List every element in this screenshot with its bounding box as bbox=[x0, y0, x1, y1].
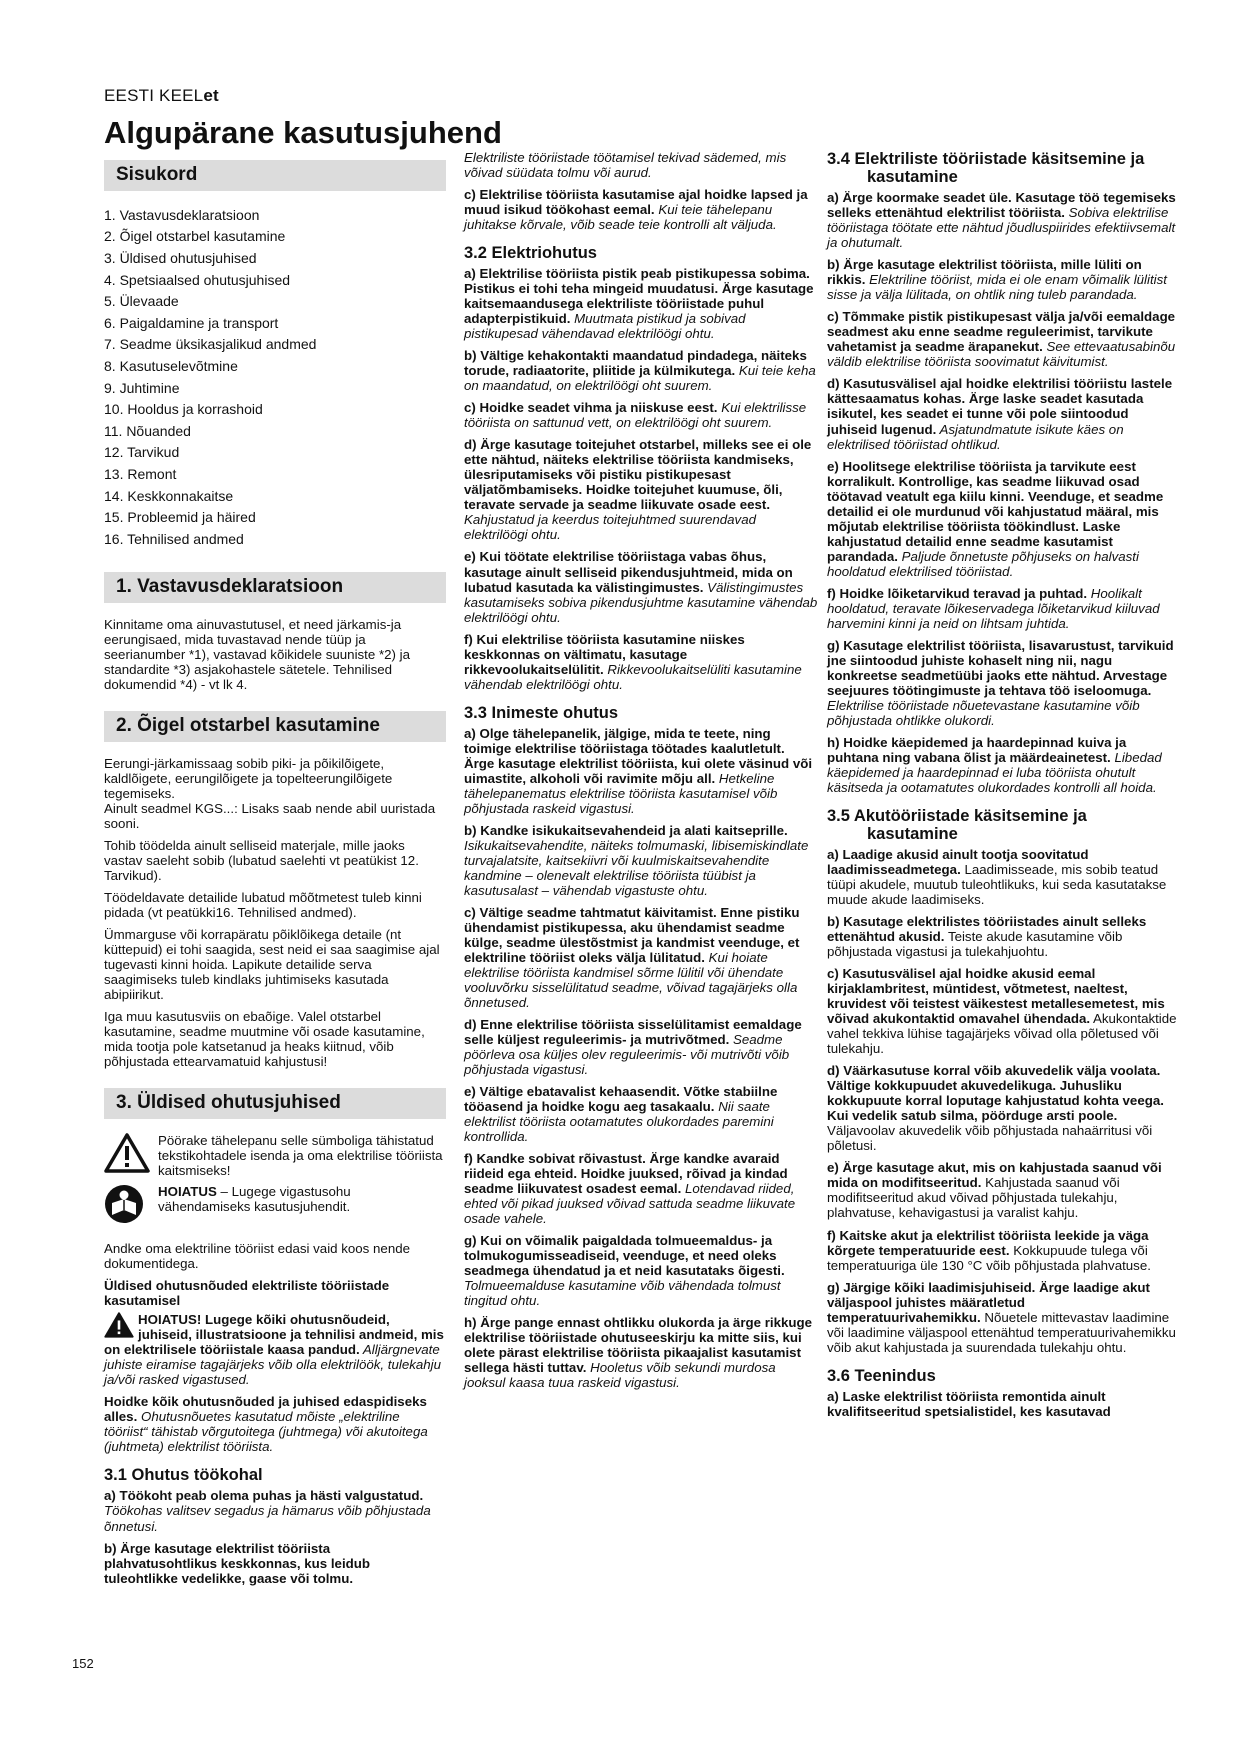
rule-bold: b) Kandke isikukaitsevahendeid ja alati kaitseprille. bbox=[464, 822, 788, 838]
warning-triangle-icon bbox=[104, 1133, 152, 1176]
rule-italic: Muutmata pistikud ja sobivad pistikupesad vähendavad elektrilöögi ohtu. bbox=[464, 311, 746, 342]
paragraph: Eerungi-järkamissaag sobib piki- ja põikilõigete, kaldlõigete, eerungilõigete ja topelteerungilõigete tegemiseks. bbox=[104, 755, 393, 801]
section-heading-1: 1. Vastavusdeklaratsioon bbox=[104, 572, 446, 603]
rule-bold: f) Kandke sobivat rõivastust. Ärge kandke avaraid riideid ega ehteid. Hoidke juuksed, rõivad ja kindad seadme liikuvatest osadest eemal. bbox=[464, 1151, 788, 1197]
toc-item: 7. Seadme üksikasjalikud andmed bbox=[104, 336, 317, 353]
general-warning-italic: Alljärgnevate juhiste eiramise tagajärjeks võib olla elektrilöök, tulekahju ja/või rasked vigastused. bbox=[104, 1342, 442, 1388]
rule-text: Laadimisseade, mis sobib teatud tüüpi akudele, muutub tuleohtlikuks, kui seda kasutatakse muude akude laadimiseks. bbox=[827, 862, 1167, 908]
rule-italic: Paljude õnnetuste põhjuseks on halvasti hooldatud elektrilised tööriistad. bbox=[827, 548, 1139, 579]
rule-bold: e) Hoolitsege elektrilise tööriista ja tarvikute eest korralikult. Kontrollige, kas seadme liikuvad osad töötavad veatult ega kiilu kinni. Veenduge, et seadme detailid ei ole murdunud või kahjustatud määral, mis mõjutab elektrilise tööriista töökindlust. Laske kahjustatud detailid enne seadme kasutamist parandada. bbox=[827, 458, 1164, 564]
rule-italic: Libedad käepidemed ja haardepinnad ei luba tööriista ohutult käsitseda ja ootamatutes olukordades kontrolli all hoida. bbox=[827, 749, 1162, 795]
column-1 bbox=[104, 160, 446, 1586]
hoiatus-label: HOIATUS bbox=[158, 1184, 217, 1200]
rule-text: Väljavoolav akuvedelik võib põhjustada nahaärritusi või põletusi. bbox=[827, 1123, 1153, 1154]
toc-item: 3. Üldised ohutusjuhised bbox=[104, 249, 257, 266]
rule-bold: h) Ärge pange ennast ohtlikku olukorda ja ärge rikkuge elektrilise tööriistade ohutuseeskirju ka mitte siis, kui olete pärast elektrilise tööriista pikaajalist kasutamist sellega hästi tuttav. bbox=[464, 1315, 813, 1376]
rule-bold: h) Hoidke käepidemed ja haardepinnad kuiva ja puhtana ning vabana õlist ja määrdeainetest. bbox=[827, 734, 1127, 765]
rule-bold: g) Kasutage elektrilist tööriista, lisavarustust, tarvikuid jne siintoodud juhiste kohaselt ning nii, nagu konkreetse seadmetüübi jaoks ette nähtud. Arvestage seejuures töötingimuste ja tehtava töö iseloomuga. bbox=[827, 637, 1174, 698]
subsection-heading-3-4: 3.4 Elektriliste tööriistade käsitsemine ja kasutamine bbox=[827, 150, 1145, 187]
rule-bold: f) Kaitske akut ja elektrilist tööriista leekide ja väga kõrgete temperatuuride eest. bbox=[827, 1227, 1149, 1258]
rule-italic: Isikukaitsevahendite, näiteks tolmumaski, libisemiskindlate turvajalatsite, kaitsekiivri või kuulmiskaitsevahendite kandmine – olenevalt elektrilise tööriista tüübist ja kasutusalast – vähendab vigastuste ohtu. bbox=[464, 837, 809, 898]
rule-italic: Elektriline tööriist, mida ei ole enam võimalik lülitist sisse ja välja lülitada, on ohtlik ning tuleb parandada. bbox=[827, 272, 1167, 303]
rule-bold: a) Olge tähelepanelik, jälgige, mida te teete, ning toimige elektrilise tööriistaga töötades kaalutletult. Ärge kasutage elektrilist tööriista, kui olete väsinud või uimastite, alkoholi või ravimite mõju all. bbox=[464, 725, 813, 786]
rule-bold: b) Kasutage elektrilistes tööriistades ainult selleks ettenähtud akusid. bbox=[827, 914, 1147, 945]
paragraph: Ainult seadmel KGS...: Lisaks saab nende abil uuristada sooni. bbox=[104, 801, 436, 832]
paragraph: Ümmarguse või korrapäratu põiklõikega detaile (nt küttepuid) ei tohi saagida, sest neid ei saa saagimise ajal tugevasti kinni hoida. Lapikute detailide serva saagimiseks tuleb kindlaks juhtimiseks kasutada abipiirikut. bbox=[104, 927, 440, 1003]
rule-bold: e) Kui töötate elektrilise tööriistaga vabas õhus, kasutage ainult selliseid pikendusjuhtmeid, mida on lubatud kasutada ka välistingimustes. bbox=[464, 549, 793, 595]
rule-text: Kokkupuude tulega või temperatuuriga üle 130 °C võib põhjustada plahvatuse. bbox=[827, 1242, 1151, 1273]
column-2 bbox=[464, 150, 818, 1397]
rule-italic: Töökohas valitsev segadus ja hämarus võib põhjustada õnnetusi. bbox=[104, 1503, 431, 1534]
rule-bold: a) Ärge koormake seadet üle. Kasutage töö tegemiseks selleks ettenähtud elektrilist tööriista. bbox=[827, 190, 1176, 221]
rule-italic: Kui hoiate elektrilise tööriista kandmisel sõrme lülitil või ühendate vooluvõrku sisselülitatud seadme, võivad tagajärjeks olla õnnetused. bbox=[464, 949, 798, 1011]
toc-item: 8. Kasutuselevõtmine bbox=[104, 357, 238, 374]
subsection-heading-3-3: 3.3 Inimeste ohutus bbox=[464, 703, 619, 722]
rule-italic: Kahjustatud ja keerdus toitejuhtmed suurendavad elektrilöögi ohtu. bbox=[464, 512, 756, 543]
warning-note-text: Pöörake tähelepanu selle sümboliga tähistatud tekstikohtadele isenda ja oma elektrilise tööriista kaitsmiseks! bbox=[158, 1133, 443, 1179]
hoiatus-text: – Lugege vigastusohu vähendamiseks kasutusjuhendit. bbox=[158, 1184, 351, 1215]
language-label: EESTI KEELet bbox=[104, 86, 219, 105]
toc-item: 4. Spetsiaalsed ohutusjuhised bbox=[104, 271, 291, 288]
warning-triangle-icon bbox=[104, 1312, 134, 1341]
rule-text: Nõuetele mittevastav laadimine või laadimine väljaspool ettenähtud temperatuurivahemikku võib akut kahjustada ja suurendada tulekahju ohtu. bbox=[827, 1309, 1176, 1355]
warning-note bbox=[104, 1133, 446, 1178]
toc-item: 9. Juhtimine bbox=[104, 379, 180, 396]
read-manual-note bbox=[104, 1184, 446, 1227]
paragraph: Tohib töödelda ainult selliseid materjale, mille jaoks vastav saeleht sobib (lubatud saelehti vt peatükist 12. Tarvikud). bbox=[104, 838, 419, 884]
rule-bold: f) Hoidke lõiketarvikud teravad ja puhtad. bbox=[827, 585, 1088, 601]
toc-item: 16. Tehnilised andmed bbox=[104, 530, 244, 547]
rule-italic: Lotendavad riided, ehted või pikad juuksed võivad sattuda seadme liikuvate osade vahele. bbox=[464, 1181, 796, 1227]
rule-bold: a) Laske elektrilist tööriista remontida ainult kvalifitseeritud spetsialistidel, kes kasutavad bbox=[827, 1388, 1111, 1419]
rule-bold: c) Vältige seadme tahtmatut käivitamist. Enne pistiku ühendamist pistikupessa, aku ühendamist seadme külge, seadme ülestõstmist ja kandmist veenduge, et elektriline tööriist oleks välja lülitatud. bbox=[464, 904, 800, 965]
toc-item: 6. Paigaldamine ja transport bbox=[104, 314, 279, 331]
toc-item: 14. Keskkonnakaitse bbox=[104, 487, 234, 504]
column-3 bbox=[827, 150, 1179, 1426]
toc-item: 2. Õigel otstarbel kasutamine bbox=[104, 228, 286, 245]
rule-bold: c) Elektrilise tööriista kasutamise ajal hoidke lapsed ja muud isikud töökohast eemal. bbox=[464, 187, 808, 218]
paragraph: Iga muu kasutusviis on ebaõige. Valel otstarbel kasutamine, seadme muutmine või osade kasutamine, mida tootja pole katsetanud ja heaks kiitnud, võib põhjustada ettearvamatuid kahjustusi! bbox=[104, 1009, 425, 1070]
rule-italic: Hooletus võib sekundi murdosa jooksul kaasa tuua raskeid vigastusi. bbox=[464, 1360, 776, 1391]
rule-bold: g) Järgige kõiki laadimisjuhiseid. Ärge laadige akut väljaspool juhistes määratletud temperatuurivahemikku. bbox=[827, 1279, 1150, 1325]
rule-bold: c) Hoidke seadet vihma ja niiskuse eest. bbox=[464, 400, 718, 416]
page-number: 152 bbox=[72, 1656, 94, 1671]
toc-heading: Sisukord bbox=[104, 160, 446, 191]
rule-italic: Sobiva elektrilise tööriistaga töötate ette nähtud jõudluspiirides efektiivsemalt ja ohutumalt. bbox=[827, 205, 1176, 251]
toc-list bbox=[104, 205, 446, 551]
paragraph: Andke oma elektriline tööriist edasi vaid koos nende dokumentidega. bbox=[104, 1241, 411, 1272]
toc-item: 1. Vastavusdeklaratsioon bbox=[104, 206, 260, 223]
rule-bold: c) Kasutusvälisel ajal hoidke akusid eemal kirjaklambritest, müntidest, võtmetest, naeltest, kruvidest või teistest väikestest metallesemetest, mis võivad akukontaktid omavahel ühendada. bbox=[827, 966, 1165, 1027]
rule-bold: a) Töökoht peab olema puhas ja hästi valgustatud. bbox=[104, 1488, 424, 1504]
rule-bold: b) Vältige kehakontakti maandatud pindadega, näiteks torude, radiaatorite, pliitide ja külmikutega. bbox=[464, 348, 807, 379]
rule-italic: See ettevaatusabinõu väldib elektrilise tööriista soovimatut käivitumist. bbox=[827, 339, 1176, 370]
rule-bold: d) Enne elektrilise tööriista sisselülitamist eemaldage selle küljest reguleerimis- ja mutrivõtmed. bbox=[464, 1017, 802, 1048]
toc-item: 5. Ülevaade bbox=[104, 293, 179, 310]
rule-italic: Kui teie keha on maandatud, on elektrilöögi oht suurem. bbox=[464, 363, 816, 394]
rule-bold: c) Tõmmake pistik pistikupesast välja ja/või eemaldage seadmest aku enne seadme reguleerimist, tarvikute vahetamist ja seadme ärapanekut. bbox=[827, 309, 1176, 355]
toc-item: 15. Probleemid ja häired bbox=[104, 509, 256, 526]
rule-bold: d) Ärge kasutage toitejuhet otstarbel, milleks see ei ole ette nähtud, näiteks elektrilise tööriista kandmiseks, ülesriputamiseks või pistiku pistikupesast väljatõmbamiseks. Hoidke toitejuhet kuumuse, õli, teravate servade ja seadme liikuvate osade eest. bbox=[464, 437, 812, 513]
rule-italic: Hoolikalt hooldatud, teravate lõikeservadega lõiketarvikud kiiluvad harvemini kinni ja neid on lihtsam juhtida. bbox=[827, 585, 1160, 631]
toc-item: 10. Hooldus ja korrashoid bbox=[104, 401, 263, 418]
read-manual-icon bbox=[104, 1184, 152, 1227]
rule-text: Kahjustada saanud või modifitseeritud akud võivad põhjustada tulekahju, plahvatuse, kehavigastusi ja varalist kahju. bbox=[827, 1175, 1120, 1221]
paragraph: Kinnitame oma ainuvastutusel, et need järkamis-ja eerungisaed, mida tuvastavad nende tüüp ja seerianumber *1), vastavad kõikidele suuniste *2) ja standardite *3) asjakohastele sätetele. Tehnilised dokumendid *4) - vt lk 4. bbox=[104, 617, 410, 693]
general-warning bbox=[104, 1312, 446, 1387]
rule-bold: a) Laadige akusid ainult tootja soovitatud laadimisseadmetega. bbox=[827, 847, 1089, 878]
toc-item: 13. Remont bbox=[104, 465, 177, 482]
rule-text: Teiste akude kasutamine võib põhjustada vigastusi ja tulekahjuohtu. bbox=[827, 929, 1123, 960]
rule-bold: b) Ärge kasutage elektrilist tööriista plahvatusohtlikus keskkonnas, kus leidub tuleohtlikke vedelikke, gaase või tolmu. bbox=[104, 1540, 371, 1586]
rule-bold: f) Kui elektrilise tööriista kasutamine niiskes keskkonnas on vältimatu, kasutage rikkevoolukaitselülitit. bbox=[464, 631, 745, 677]
rule-italic: Elektriliste tööriistade töötamisel tekivad sädemed, mis võivad süüdata tolmu või aurud. bbox=[464, 150, 787, 181]
rule-italic: Rikkevoolukaitselüliti kasutamine vähendab elektrilöögi ohtu. bbox=[464, 661, 802, 692]
rule-bold: a) Elektrilise tööriista pistik peab pistikupessa sobima. Pistikus ei tohi teha mingeid muudatusi. Ärge kasutage kaitsemaandusega elektriliste tööriistade puhul adapterpistikuid. bbox=[464, 266, 814, 327]
rule-italic: Kui teie tähelepanu juhitakse kõrvale, võib seade teie kontrolli alt väljuda. bbox=[464, 202, 777, 233]
subsection-heading-3-1: 3.1 Ohutus töökohal bbox=[104, 1466, 263, 1485]
rule-italic: Nii saate elektrilist tööriista ootamatutes olukordades paremini kontrollida. bbox=[464, 1099, 774, 1145]
rule-italic: Hetkeline tähelepanematus elektrilise tööriista kasutamisel võib põhjustada raskeid vigastusi. bbox=[464, 770, 778, 816]
rule-text: Akukontaktide vahel tekkiva lühise tagajärjeks võivad olla põletused või tulekahju. bbox=[827, 1011, 1177, 1057]
toc-item: 11. Nõuanded bbox=[104, 422, 191, 439]
section-heading-3: 3. Üldised ohutusjuhised bbox=[104, 1088, 446, 1119]
paragraph: Töödeldavate detailide lubatud mõõtmetest tuleb kinni pidada (vt peatükki16. Tehnilised andmed). bbox=[104, 890, 422, 921]
rule-italic: Välistingimustes kasutamiseks sobiva pikendusjuhtme kasutamine vähendab elektrilöögi ohtu. bbox=[464, 579, 818, 625]
rule-bold: e) Ärge kasutage akut, mis on kahjustada saanud või mida on modifitseeritud. bbox=[827, 1160, 1162, 1191]
rule-italic: Tolmueemalduse kasutamine võib vähendada tolmust tingitud ohtu. bbox=[464, 1278, 781, 1309]
rule-bold: b) Ärge kasutage elektrilist tööriista, mille lüliti on rikkis. bbox=[827, 257, 1142, 288]
keep-instructions-italic: Ohutusnõuetes kasutatud mõiste „elektriline tööriist“ tähistab võrgutoitega (juhtmega) või akutoitega (juhtmeta) elektrilist tööriista. bbox=[104, 1409, 428, 1455]
general-safety-heading: Üldised ohutusnõuded elektriliste tööriistade kasutamisel bbox=[104, 1278, 390, 1309]
rule-italic: Asjatundmatute isikute käes on elektrilised tööriistad ohtlikud. bbox=[827, 421, 1124, 452]
rule-bold: d) Väärkasutuse korral võib akuvedelik välja voolata. Vältige kokkupuudet akuvedelikuga. Juhusliku kokkupuute korral loputage kahjustatud kohta veega. Kui vedelik satub silma, pöörduge arsti poole. bbox=[827, 1063, 1164, 1124]
document-title: Algupärane kasutusjuhend bbox=[104, 115, 502, 150]
rule-bold: d) Kasutusvälisel ajal hoidke elektrilisi tööriistu lastele kättesaamatus kohas. Ärge laske seadet kasutada isikutel, kes seadet ei tunne või pole siintoodud juhiseid lugenud. bbox=[827, 376, 1173, 437]
rule-bold: e) Vältige ebatavalist kehaasendit. Võtke stabiilne tööasend ja hoidke kogu aeg tasakaalu. bbox=[464, 1084, 778, 1115]
keep-instructions-bold: Hoidke kõik ohutusnõuded ja juhised edaspidiseks alles. bbox=[104, 1394, 427, 1425]
rule-italic: Kui elektrilisse tööriista on sattunud vett, on elektrilöögi oht suurem. bbox=[464, 400, 807, 431]
toc-item: 12. Tarvikud bbox=[104, 444, 180, 461]
general-warning-bold: HOIATUS! Lugege kõiki ohutusnõudeid, juhiseid, illustratsioone ja tehnilisi andmeid, mis on elektrilisele tööriistale kaasa pandud. bbox=[104, 1312, 444, 1358]
subsection-heading-3-6: 3.6 Teenindus bbox=[827, 1366, 936, 1385]
rule-bold: g) Kui on võimalik paigaldada tolmueemaldus- ja tolmukogumisseadiseid, veenduge, et need oleks seadmega ühendatud ja et neid kasutataks õigesti. bbox=[464, 1233, 785, 1279]
rule-italic: Seadme pöörleva osa küljes olev reguleerimis- või mutrivõti võib põhjustada vigastusi. bbox=[464, 1032, 790, 1078]
subsection-heading-3-5: 3.5 Akutööriistade käsitsemine ja kasutamine bbox=[827, 806, 1087, 843]
rule-italic: Elektrilise tööriistade nõuetevastane kasutamine võib põhjustada ohtlikke olukordi. bbox=[827, 697, 1140, 728]
subsection-heading-3-2: 3.2 Elektriohutus bbox=[464, 244, 597, 263]
section-heading-2: 2. Õigel otstarbel kasutamine bbox=[104, 711, 446, 742]
